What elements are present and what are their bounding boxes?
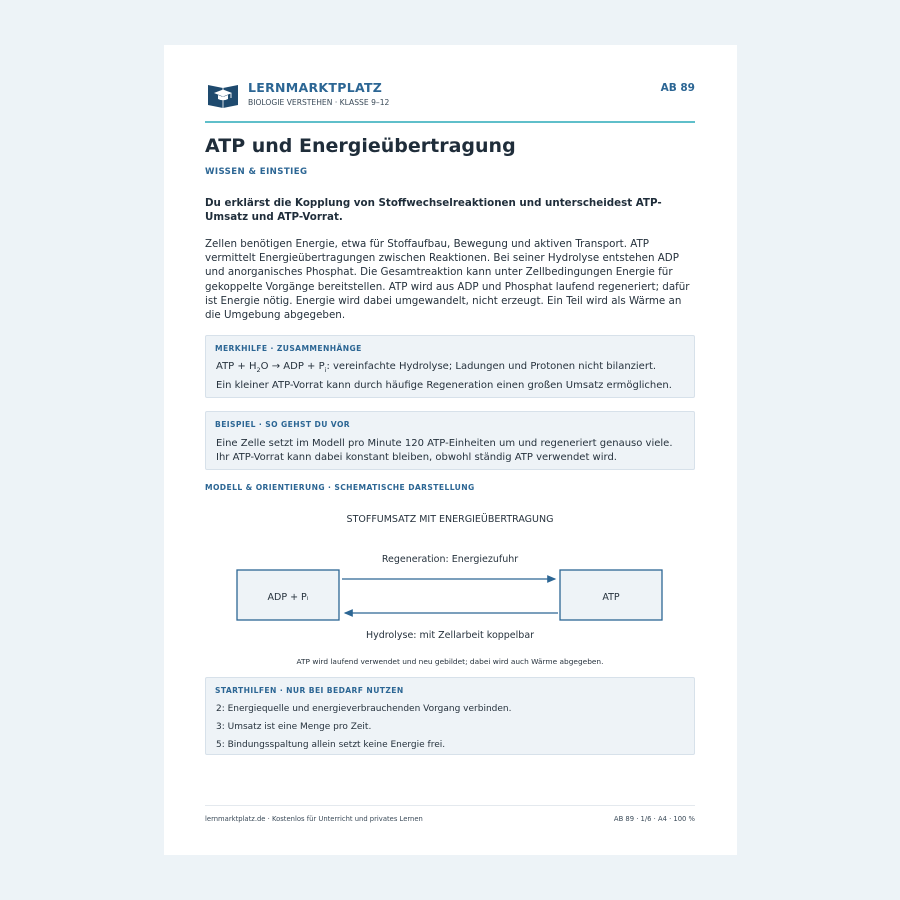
learning-goal: Du erklärst die Kopplung von Stoffwechselreaktionen und unterscheidest ATP-Umsatz und ATP-Vorrat.: [205, 197, 662, 223]
beispiel-text: Eine Zelle setzt im Modell pro Minute 120 ATP-Einheiten um und regeneriert genauso viele. Ihr ATP-Vorrat kann dabei konstant bleiben, obwohl ständig ATP verwendet wird.: [216, 438, 673, 464]
footer-divider: [205, 805, 695, 806]
section-kicker: WISSEN & EINSTIEG: [205, 167, 308, 177]
model-section-label: MODELL & ORIENTIERUNG · SCHEMATISCHE DARSTELLUNG: [205, 483, 475, 492]
brand-name: LERNMARKTPLATZ: [248, 80, 383, 95]
beispiel-label: BEISPIEL · SO GEHST DU VOR: [215, 420, 351, 429]
atp-node-label: ATP: [602, 592, 620, 603]
merkhilfe-label: MERKHILFE · ZUSAMMENHÄNGE: [215, 344, 362, 353]
footer-site: lernmarktplatz.de · Kostenlos für Unterricht und privates Lernen: [205, 815, 423, 823]
merkhilfe-line-2: Ein kleiner ATP-Vorrat kann durch häufige Regeneration einen großen Umsatz ermöglichen.: [216, 380, 672, 391]
starthilfen-label: STARTHILFEN · NUR BEI BEDARF NUTZEN: [215, 686, 404, 695]
hydrolysis-formula: ATP + $H_2O$ → ADP + $P_i$: vereinfachte Hydrolyse; Ladungen und Protonen nicht bilanziert.: [216, 361, 657, 374]
worksheet-page: [164, 45, 737, 855]
page-title: ATP und Energieübertragung: [205, 135, 516, 157]
atp-cycle-diagram: [205, 507, 695, 677]
brand-subtitle: BIOLOGIE VERSTEHEN · KLASSE 9–12: [248, 98, 390, 107]
regeneration-label: Regeneration: Energiezufuhr: [381, 554, 519, 565]
graduation-cap-book-icon: [207, 81, 239, 108]
worksheet-header: [205, 78, 695, 122]
beispiel-box: [205, 411, 695, 470]
footer-page-info: AB 89 · 1/6 · A4 · 100 %: [613, 815, 695, 823]
diagram-title: STOFFUMSATZ MIT ENERGIEÜBERTRAGUNG: [346, 514, 554, 525]
merkhilfe-box: [205, 335, 695, 398]
diagram-caption: ATP wird laufend verwendet und neu gebildet; dabei wird auch Wärme abgegeben.: [296, 657, 604, 666]
starthilfen-box: [205, 677, 695, 755]
hint-item: 5: Bindungsspaltung allein setzt keine Energie frei.: [216, 740, 446, 750]
intro-paragraph: Zellen benötigen Energie, etwa für Stoffaufbau, Bewegung und aktiven Transport. ATP vermittelt Energieübertragungen zwischen Reaktionen. Bei seiner Hydrolyse entstehen ADP und anorganisches Phosphat. Die Gesamtreaktion kann unter Zellbedingungen Energie für gekoppelte Vorgänge bereitstellen. ATP wird aus ADP und Phosphat laufend regeneriert; dafür ist Energie nötig. Energie wird dabei umgewandelt, nicht erzeugt. Ein Teil wird als Wärme an die Umgebung abgegeben.: [205, 238, 690, 322]
adp-node-label: ADP + Pᵢ: [267, 592, 309, 603]
hint-item: 2: Energiequelle und energieverbrauchenden Vorgang verbinden.: [216, 704, 512, 714]
hint-item: 3: Umsatz ist eine Menge pro Zeit.: [216, 722, 372, 732]
header-divider: [205, 121, 695, 123]
sheet-id: AB 89: [660, 82, 695, 94]
hydrolysis-label: Hydrolyse: mit Zellarbeit koppelbar: [365, 630, 535, 641]
